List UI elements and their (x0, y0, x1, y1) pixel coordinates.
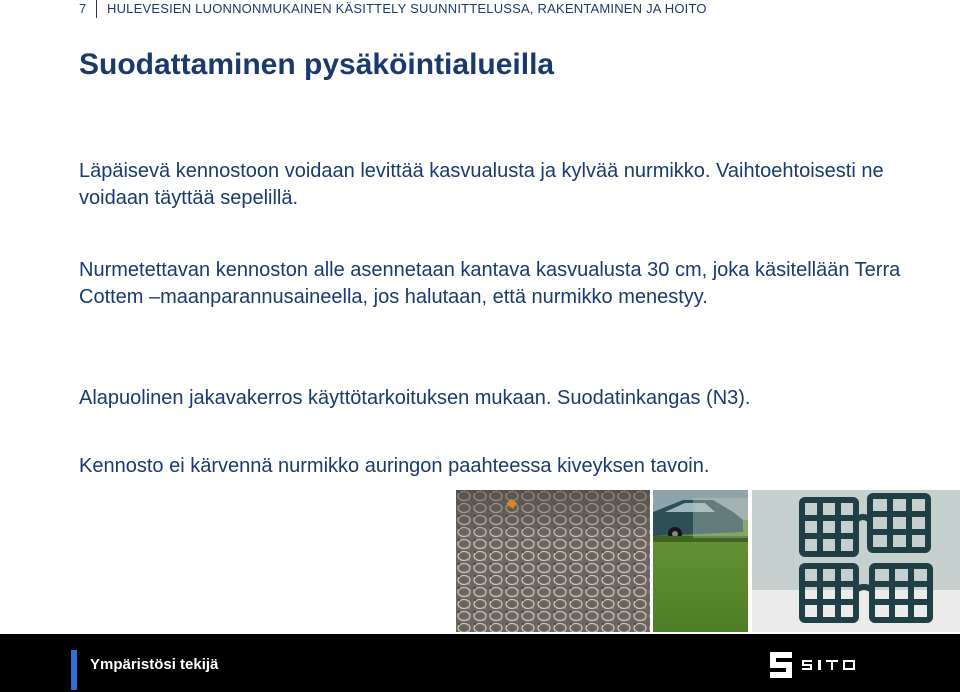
slide-title: Suodattaminen pysäköintialueilla (79, 48, 555, 81)
page-header (0, 0, 960, 20)
footer-accent-stripe (71, 650, 77, 690)
footer-tagline: Ympäristösi tekijä (90, 656, 219, 673)
paragraph-2: Nurmetettavan kennoston alle asennetaan kantava kasvualusta 30 cm, joka käsitellään Terra Cottem –maanparannusaineella, jos halutaan, että nurmikko menestyy. (79, 259, 901, 308)
header-title: HULEVESIEN LUONNONMUKAINEN KÄSITTELY SUUNNITTELUSSA, RAKENTAMINEN JA HOITO (107, 1, 707, 16)
page-number: 7 (79, 1, 87, 16)
paragraph-1: Läpäisevä kennostoon voidaan levittää kasvualusta ja kylvää nurmikko. Vaihtoehtoisesti ne voidaan täyttää sepelillä. (79, 160, 884, 209)
header-divider (96, 0, 97, 18)
paragraph-3: Alapuolinen jakavakerros käyttötarkoituksen mukaan. Suodatinkangas (N3). (79, 387, 751, 409)
photo-gravel-grid (456, 490, 650, 632)
sito-logo (768, 648, 894, 682)
footer-bar (0, 634, 960, 692)
paragraph-4: Kennosto ei kärvennä nurmikko auringon paahteessa kiveyksen tavoin. (79, 455, 710, 477)
photo-car-on-grass (653, 490, 748, 632)
photo-plastic-grid (752, 490, 960, 632)
